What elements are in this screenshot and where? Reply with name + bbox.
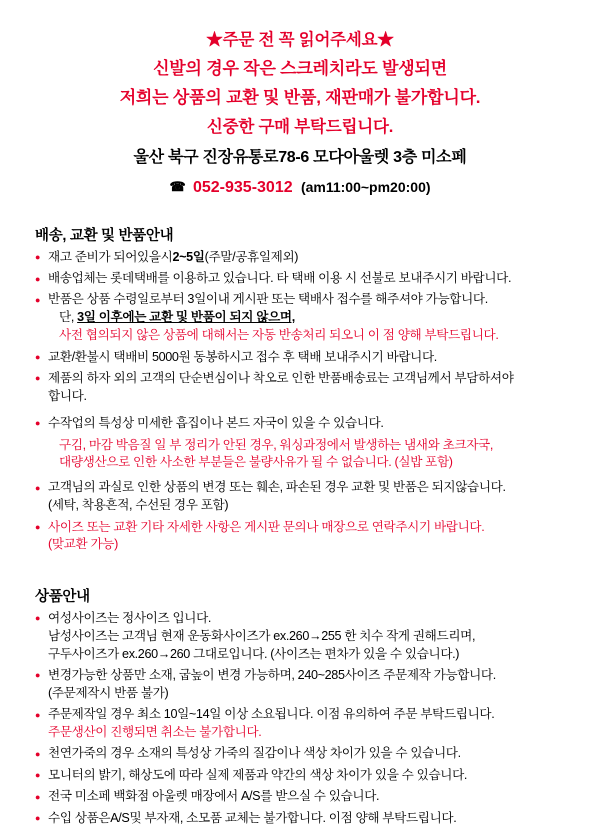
store-business-hours: (am11:00~pm20:00) [300, 179, 431, 196]
list-item [35, 788, 578, 806]
list-item-subline-warning: 주문생산이 진행되면 취소는 불가합니다. [48, 725, 262, 740]
list-item [35, 745, 578, 763]
list-item-line: 배송업체는 롯데택배를 이용하고 있습니다. 타 택배 이용 시 선불로 보내주시기 바랍니다. [48, 271, 512, 286]
list-item [35, 349, 578, 367]
list-item-line: 제품의 하자 외의 고객의 단순변심이나 착오로 인한 반품배송료는 고객님께서 부담하셔야 [48, 370, 514, 385]
bullet-icon: ● [35, 748, 41, 759]
list-item-subline: (주문제작시 반품 불가) [48, 685, 169, 700]
bullet-icon: ● [35, 770, 41, 781]
list-item-line-warning: 사이즈 또는 교환 기타 자세한 사항은 게시판 문의나 매장으로 연락주시기 바랍니다. [48, 519, 485, 534]
shipping-section-title: 배송, 교환 및 반품안내 [35, 228, 174, 245]
bullet-icon: ● [35, 294, 41, 305]
bullet-icon: ● [35, 352, 41, 363]
list-item-subline-warning: 구김, 마감 박음질 일 부 정리가 안된 경우, 워싱과정에서 발생하는 냄새와 초크자국, [59, 437, 493, 452]
list-item [35, 519, 578, 555]
store-phone-row [0, 179, 600, 197]
list-item-line: 천연가죽의 경우 소재의 특성상 가죽의 질감이나 색상 차이가 있을 수 있습니다. [48, 746, 461, 761]
text-run-bold: 2~5일 [172, 249, 205, 264]
list-item-line [48, 249, 578, 267]
list-item-subline [48, 309, 578, 327]
bullet-icon: ● [35, 373, 41, 384]
bullet-icon: ● [35, 613, 41, 624]
text-run-tail: (주말/공휴일제외) [204, 249, 299, 264]
bullet-icon: ● [35, 670, 41, 681]
list-item-line: 전국 미소페 백화점 아울렛 매장에서 A/S를 받으실 수 있습니다. [48, 789, 380, 804]
list-item-line: 여성사이즈는 정사이즈 입니다. [48, 610, 212, 625]
bullet-icon: ● [35, 252, 41, 263]
list-item-line: 수작업의 특성상 미세한 흡집이나 본드 자국이 있을 수 있습니다. [48, 415, 384, 430]
list-item [35, 291, 578, 345]
list-item [35, 706, 578, 742]
shipping-section [0, 224, 600, 554]
bullet-icon: ● [35, 791, 41, 802]
list-item-line: 남성사이즈는 고객님 현재 운동화사이즈가 ex.260→255 한 치수 작게 권해드리며, [48, 628, 476, 643]
shipping-list [35, 249, 578, 555]
bullet-icon: ● [35, 813, 41, 824]
bullet-icon: ● [35, 482, 41, 493]
list-item-line: 반품은 상품 수령일로부터 3일이내 게시판 또는 택배사 접수를 해주셔야 가능합니다. [48, 292, 488, 307]
header-line-1: ★주문 전 꼭 읽어주세요★ [206, 31, 394, 49]
list-item-line: 구두사이즈가 ex.260→260 그대로입니다. (사이즈는 편차가 있을 수 있습니다.) [48, 646, 460, 661]
notice-header [0, 0, 600, 197]
list-item [35, 415, 578, 473]
header-line-4: 신중한 구매 부탁드립니다. [206, 117, 394, 136]
list-item-line: 수입 상품은A/S및 부자재, 소모품 교체는 불가합니다. 이점 양해 부탁드립니다. [48, 810, 457, 825]
list-item-line: 교환/환불시 택배비 5000원 동봉하시고 접수 후 택배 보내주시기 바랍니다. [48, 349, 437, 364]
text-run-bold-underline: 3일 이후에는 교환 및 반품이 되지 않으며, [77, 310, 295, 325]
list-item [35, 479, 578, 515]
store-phone-number: 052-935-3012 [192, 179, 293, 197]
store-address: 울산 북구 진장유통로78-6 모다아울렛 3층 미소페 [133, 148, 467, 166]
text-run: 단, [59, 310, 78, 325]
list-item-subline-warning: (맞교환 가능) [48, 537, 118, 552]
list-item-subline: (세탁, 착용흔적, 수선된 경우 포함) [48, 498, 229, 513]
bullet-icon: ● [35, 418, 41, 429]
product-list [35, 610, 578, 828]
telephone-icon: ☎ [169, 179, 186, 195]
list-item-subline-warning: 사전 협의되지 않은 상품에 대해서는 자동 반송처리 되오니 이 점 양해 부탁드립니다. [59, 328, 499, 343]
list-item-line: 모니터의 밝기, 해상도에 따라 실제 제품과 약간의 색상 차이가 있을 수 있습니다. [48, 767, 468, 782]
bullet-icon: ● [35, 522, 41, 533]
header-line-3: 저희는 상품의 교환 및 반품, 재판매가 불가합니다. [119, 87, 481, 107]
list-item-subline-warning: 대량생산으로 인한 사소한 부분들은 불량사유가 될 수 없습니다. (실밥 포함) [59, 455, 453, 470]
list-item [35, 270, 578, 288]
header-line-2: 신발의 경우 작은 스크레치라도 발생되면 [153, 59, 447, 79]
list-item [35, 810, 578, 828]
bullet-icon: ● [35, 709, 41, 720]
product-section [0, 585, 600, 827]
text-run: 재고 준비가 되어있을시 [48, 249, 173, 264]
list-item [35, 667, 578, 703]
bullet-icon: ● [35, 273, 41, 284]
list-item-line: 합니다. [48, 388, 87, 403]
product-section-title: 상품안내 [35, 589, 90, 606]
list-item-line: 고객님의 과실로 인한 상품의 변경 또는 훼손, 파손된 경우 교환 및 반품은 되지않습니다. [48, 480, 506, 495]
list-item [35, 249, 578, 267]
list-item [35, 370, 578, 406]
list-item [35, 610, 578, 664]
list-item-line: 변경가능한 상품만 소재, 굽높이 변경 가능하며, 240~285사이즈 주문제작 가능합니다. [48, 667, 496, 682]
list-item [35, 767, 578, 785]
list-item-line: 주문제작일 경우 최소 10일~14일 이상 소요됩니다. 이점 유의하여 주문 부탁드립니다. [48, 707, 495, 722]
